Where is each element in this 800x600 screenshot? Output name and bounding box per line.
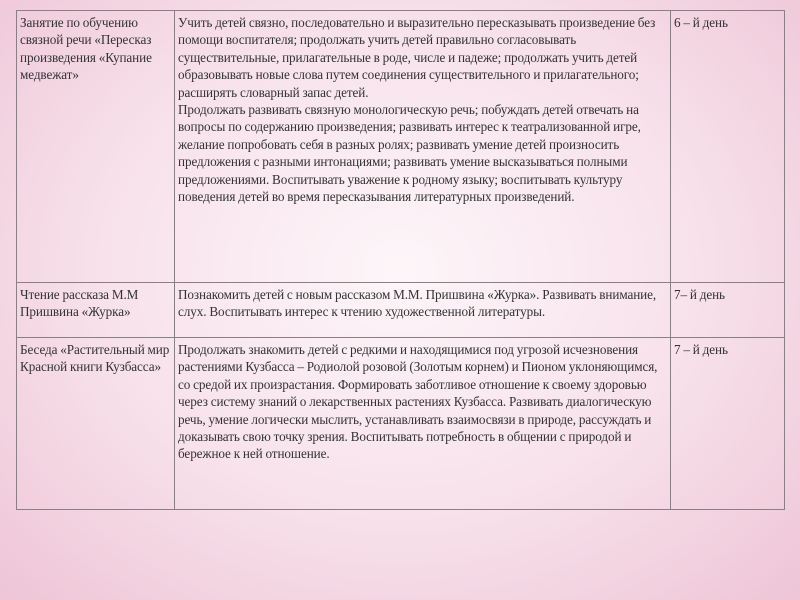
goal-paragraph: Продолжать знакомить детей с редкими и находящимися под угрозой исчезновения растениями Кузбасса – Родиолой розовой (Золотым корнем) и Пионом уклоняющимся, со средой их произрастания. Формировать заботливое отношение к своему здоровью через систему знаний о лекарственных растениях Кузбасса. Развивать диалогическую речь, умение логически мыслить, устанавливать взаимосвязи в природе, рассуждать и доказывать свою точку зрения. Воспитывать потребность в общении с природой и бережное к ней отношение. <box>178 342 658 462</box>
activity-day-cell: 6 – й день <box>671 11 785 283</box>
goal-paragraph: Познакомить детей с новым рассказом М.М. Пришвина «Журка». Развивать внимание, слух. Воспитывать интерес к чтению художественной литературы. <box>178 287 657 320</box>
activity-topic-cell: Занятие по обучению связной речи «Пересказ произведения «Купание медвежат» <box>17 11 175 283</box>
goal-paragraph: Продолжать развивать связную монологическую речь; побуждать детей отвечать на вопросы по содержанию произведения; развивать интерес к театрализованной игре, желание попробовать себя в разных ролях; развивать умение детей произносить предложения с разными интонациями; развивать умение высказываться полными предложениями. Воспитывать уважение к родному языку; воспитывать культуру поведения детей во время пересказывания литературных произведений. <box>178 102 641 205</box>
table-row <box>17 338 785 510</box>
table-row <box>17 283 785 338</box>
table-row <box>17 11 785 283</box>
activity-day-cell: 7– й день <box>671 283 785 338</box>
activity-day-cell: 7 – й день <box>671 338 785 510</box>
activity-goals-cell <box>175 11 671 283</box>
activity-goals-cell <box>175 283 671 338</box>
lesson-plan-table <box>16 10 785 510</box>
activity-topic-cell: Чтение рассказа М.М Пришвина «Журка» <box>17 283 175 338</box>
activity-topic-cell: Беседа «Растительный мир Красной книги Кузбасса» <box>17 338 175 510</box>
goal-paragraph: Учить детей связно, последовательно и выразительно пересказывать произведение без помощи воспитателя; продолжать учить детей правильно согласовывать существительные, прилагательные в роде, числе и падеже; продолжать учить детей образовывать новые слова путем соединения существительного и прилагательного; расширять словарный запас детей. <box>178 15 656 100</box>
activity-goals-cell <box>175 338 671 510</box>
